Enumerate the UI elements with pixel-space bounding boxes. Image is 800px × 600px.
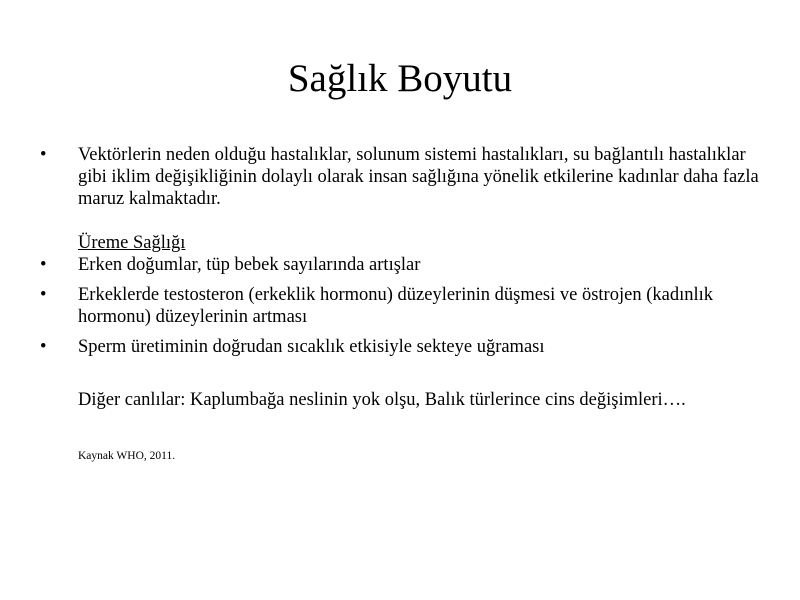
subheading-reproductive-health: Üreme Sağlığı xyxy=(78,233,186,253)
bullet-text: Vektörlerin neden olduğu hastalıklar, solunum sistemi hastalıkları, su bağlantılı hastalıklar gibi iklim değişikliğinin dolaylı olarak insan sağlığına yönelik etkilerine kadınlar daha fazla maruz kalmaktadır. xyxy=(78,145,759,209)
subheading-item xyxy=(40,232,760,254)
bullet-item-1 xyxy=(40,254,760,276)
bullet-icon: • xyxy=(40,285,47,305)
other-species-text: Diğer canlılar: Kaplumbağa neslinin yok olşu, Balık türlerince cins değişimleri…. xyxy=(78,390,686,410)
bullet-item-2 xyxy=(40,284,760,328)
bullet-item-3 xyxy=(40,336,760,358)
other-species-paragraph xyxy=(40,389,760,411)
bullet-item-intro xyxy=(40,144,760,210)
bullet-text: Erkeklerde testosteron (erkeklik hormonu) düzeylerinin düşmesi ve östrojen (kadınlık hormonu) düzeylerinin artması xyxy=(78,285,713,327)
bullet-icon: • xyxy=(40,145,47,165)
slide-content xyxy=(40,144,760,463)
bullet-text: Erken doğumlar, tüp bebek sayılarında artışlar xyxy=(78,255,421,275)
bullet-icon: • xyxy=(40,255,47,275)
slide-title: Sağlık Boyutu xyxy=(287,57,513,100)
bullet-text: Sperm üretiminin doğrudan sıcaklık etkisiyle sekteye uğraması xyxy=(78,337,545,357)
bullet-icon: • xyxy=(40,337,47,357)
source-citation: Kaynak WHO, 2011. xyxy=(78,450,176,462)
